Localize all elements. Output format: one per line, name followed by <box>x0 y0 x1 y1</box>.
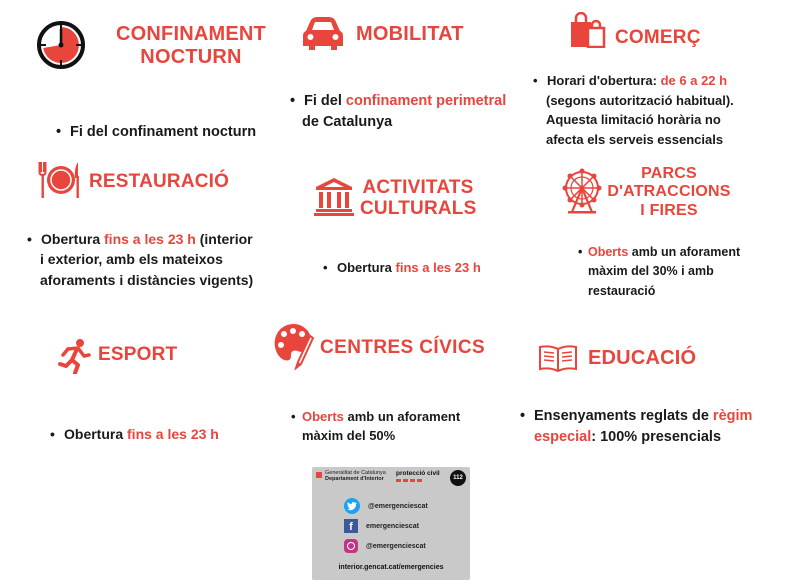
confinament-bullet: • Fi del confinament nocturn <box>56 124 257 140</box>
confinament-title: CONFINAMENT NOCTURN <box>116 23 266 68</box>
emergency-112-badge: 112 <box>450 470 466 486</box>
esport-title: ESPORT <box>98 344 178 365</box>
shopping-bags-icon <box>570 12 606 48</box>
parcs-bullet: • Oberts amb un aforament màxim del 30% i amb restauració <box>578 245 741 298</box>
restauracio-title: RESTAURACIÓ <box>89 171 230 192</box>
open-book-icon <box>538 344 578 374</box>
instagram-icon <box>344 539 358 553</box>
twitter-icon <box>344 498 360 514</box>
civics-title: CENTRES CÍVICS <box>320 337 486 358</box>
cultura-title: ACTIVITATS CULTURALS <box>360 177 477 219</box>
footer-url[interactable]: interior.gencat.cat/emergencies <box>338 564 444 571</box>
esport-bullet: • Obertura fins a les 23 h <box>50 426 219 442</box>
facebook-icon: f <box>344 519 358 533</box>
ferris-wheel-icon <box>560 168 604 214</box>
gencat-logo <box>316 472 322 478</box>
mobilitat-bullet: • Fi del confinament perimetral de Catalunya <box>290 93 507 131</box>
gencat-org: Generalitat de Catalunya Departament d'Interior <box>325 470 386 483</box>
palette-icon <box>272 322 316 370</box>
car-icon <box>302 16 344 52</box>
museum-icon <box>314 176 354 216</box>
twitter-link[interactable]: @emergenciescat <box>344 498 428 514</box>
civics-bullet: • Oberts amb un aforament màxim del 50% <box>291 409 461 443</box>
facebook-link[interactable]: f emergenciescat <box>344 519 419 533</box>
mobilitat-title: MOBILITAT <box>356 23 464 45</box>
comerc-bullet: • Horari d'obertura: de 6 a 22 h (segons autorització habitual). Aquesta limitació horària no afecta els serveis essencials <box>533 73 734 147</box>
parcs-title: PARCS D'ATRACCIONS I FIRES <box>607 165 731 219</box>
educacio-title: EDUCACIÓ <box>588 347 697 369</box>
proteccio-civil-brand: protecció civil <box>396 470 440 482</box>
comerc-title: COMERÇ <box>615 27 701 48</box>
clock-icon <box>36 20 86 70</box>
footer-card <box>312 467 470 580</box>
restauracio-bullet: • Obertura fins a les 23 h (interior i exterior, amb els mateixos aforaments i distàncies vigents) <box>27 231 254 288</box>
instagram-link[interactable]: @emergenciescat <box>344 539 426 553</box>
plate-cutlery-icon <box>38 160 82 200</box>
cultura-bullet: • Obertura fins a les 23 h <box>323 260 481 275</box>
educacio-bullet: • Ensenyaments reglats de règim especial: 100% presencials <box>520 408 753 446</box>
runner-icon <box>58 338 92 374</box>
